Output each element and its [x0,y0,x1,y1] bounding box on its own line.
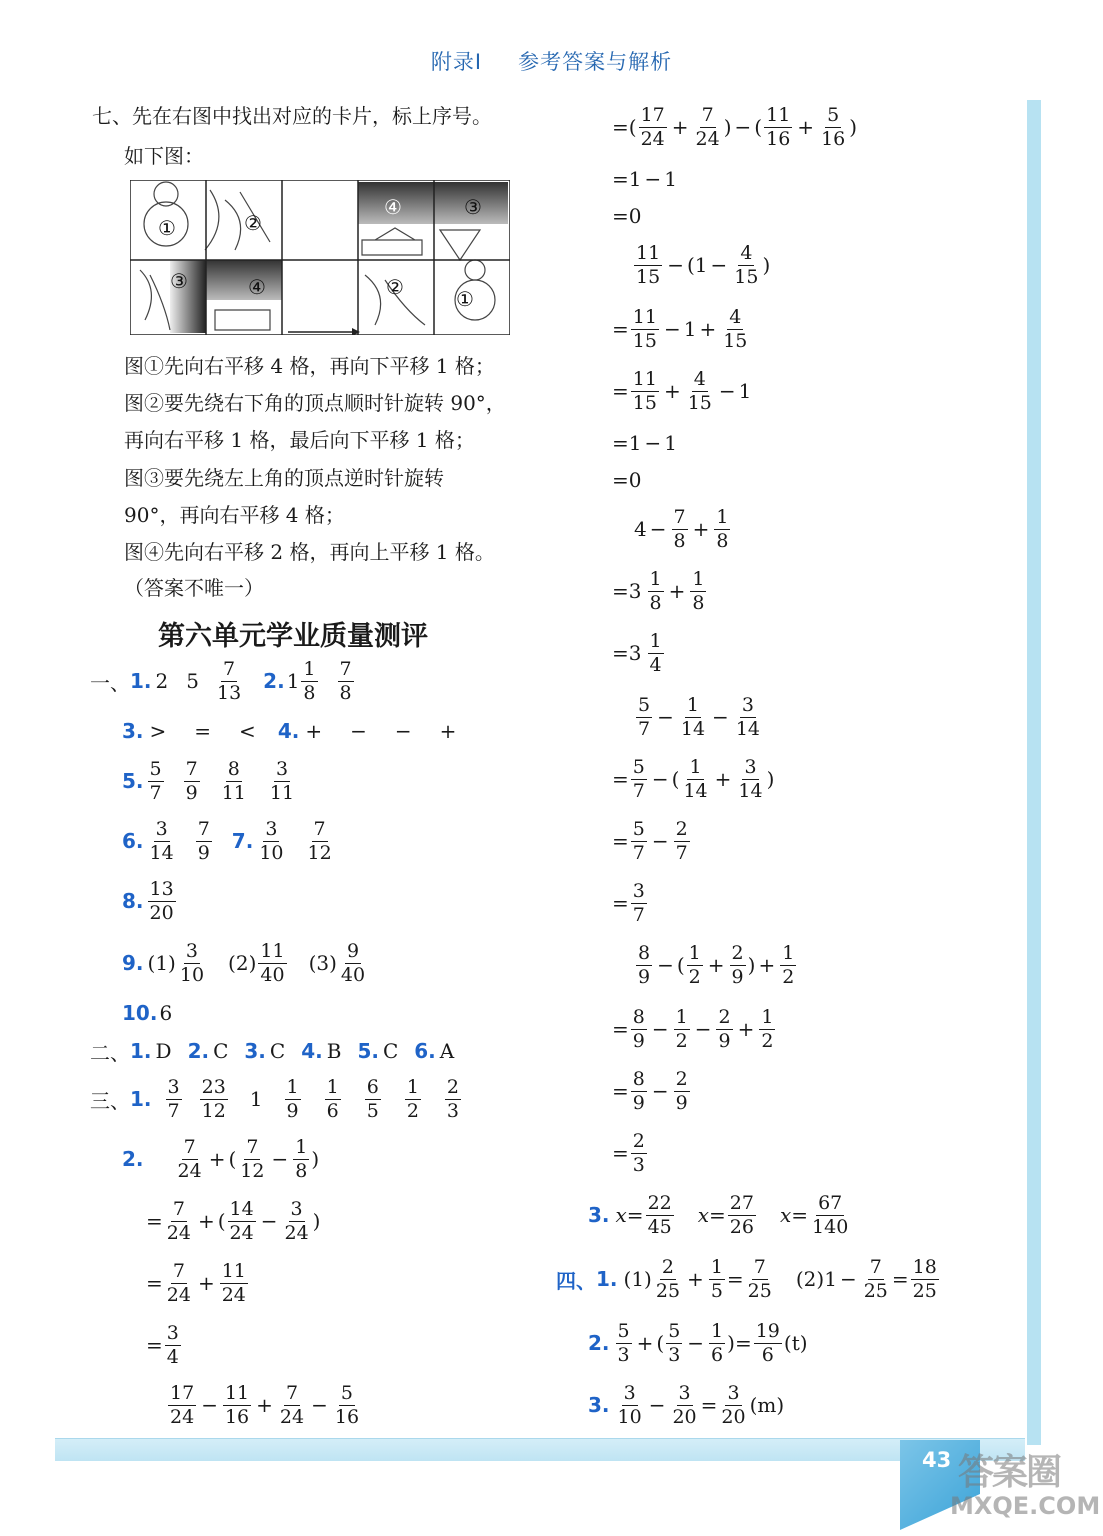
frac: $\frac{3}{14}$ [738,755,763,802]
op-minus: − [201,1393,218,1417]
op-plus: + [707,953,725,977]
op-minus: − [657,953,674,977]
frac: $\frac{1}{8}$ [692,567,705,614]
p1-row-3 [122,758,298,804]
p3-q2-l1 [122,1136,319,1182]
p3-q1-num: 1. [130,1087,152,1111]
op-plus: + [714,767,732,791]
right-decor-strip [1027,100,1041,1445]
var-x: x [779,1203,792,1227]
p1-row-4 [122,818,336,864]
p3-q1-v5: 1 6 [326,1075,339,1122]
p4-row-1 [556,1256,941,1302]
op-minus: − [694,1017,712,1041]
appendix-label: 附录Ⅰ [430,50,483,74]
frac: $\frac{4}{15}$ [734,241,759,288]
frac: $\frac{2}{9}$ [731,941,744,988]
frac: $\frac{8}{9}$ [632,1067,645,1114]
op-plus: + [256,1393,273,1417]
op-eq: = [709,1203,726,1227]
num: 0 [628,204,642,228]
op-minus: − [663,317,681,341]
paren: ( [656,1331,665,1355]
p2-q4-num: 4. [301,1039,323,1063]
p1-q7-num: 7. [231,829,254,853]
op-eq: = [612,1079,629,1103]
p3-q1-v4: 1 9 [286,1075,299,1122]
frac: $\frac{1}{2}$ [675,1005,688,1052]
frac: 1 14 [683,755,708,802]
p1-q4-b: − [350,719,367,743]
r-l6 [612,368,751,414]
grid-label-1a: ① [158,216,176,240]
frac: $\frac{7}{24}$ [279,1381,305,1428]
q7-line-5: 90°，再向右平移 4 格； [124,503,345,527]
r-l14 [612,818,692,864]
paren: ) [723,115,732,139]
frac: $\frac{7}{24}$ [166,1197,191,1244]
paren: ( [217,1209,226,1233]
p1-q9-l2: (2) [228,951,257,975]
frac: $\frac{5}{16}$ [821,103,846,150]
frac: $\frac{11}{24}$ [221,1259,246,1306]
paren: ) [727,1331,735,1355]
p3-q2-l4 [146,1322,183,1368]
p2-q1-num: 1. [130,1039,152,1063]
op-eq: = [612,767,629,791]
q7-question [92,104,492,128]
frac: $\frac{11}{16}$ [224,1381,250,1428]
r-l18 [612,1068,692,1114]
frac: $\frac{7}{25}$ [863,1255,888,1302]
paren: ) [762,253,771,277]
paren: ) [766,767,775,791]
p2-q2-num: 2. [187,1039,210,1063]
p1-q1-frac: 7 13 [216,657,242,704]
frac: $\frac{1}{5}$ [710,1255,723,1302]
op-eq: = [891,1267,909,1291]
op-eq: = [612,829,629,853]
p1-q3-num: 3. [122,719,144,743]
unit: (t) [783,1331,808,1355]
op-plus: + [687,1267,704,1291]
frac: $\frac{3}{24}$ [284,1197,309,1244]
frac: $\frac{11}{15}$ [632,305,657,352]
paren: ) [747,953,756,977]
grid-label-2a: ② [244,211,262,235]
frac: $\frac{1}{6}$ [711,1319,724,1366]
r-l7 [612,430,677,456]
num: 4 [634,517,647,541]
p3-q1-v2: 23 12 [201,1075,226,1122]
p1-label: 一、 [90,670,130,695]
r-l11 [612,630,666,676]
p2-q6-ans: A [439,1039,455,1063]
p1-row-6 [122,940,369,986]
frac: $\frac{1}{8}$ [295,1135,308,1182]
op-eq: = [612,167,629,191]
p1-row-5 [122,878,178,924]
watermark-text: 答案圈 [958,1452,1061,1493]
frac: $\frac{2}{9}$ [675,1067,688,1114]
p1-q6-f1: 3 14 [149,817,174,864]
op-plus: + [699,317,717,341]
frac: $\frac{4}{15}$ [723,305,748,352]
num: 1 [664,431,677,455]
op-plus: + [671,115,689,139]
grid-label-4b: ④ [248,275,266,299]
p1-q8-num: 8. [122,889,144,913]
frac: $\frac{2}{9}$ [718,1005,731,1052]
p1-q4-d: + [439,719,457,743]
p1-q9-num: 9. [122,951,144,975]
p1-q4-num: 4. [277,719,300,743]
translation-grid-figure [130,180,510,335]
r-l12 [634,694,764,740]
p1-q9-f3: 9 40 [340,939,366,986]
p1-q2-frac2: 7 8 [339,657,352,704]
paren: ) [849,115,858,139]
p1-q9-f1: 3 10 [179,939,205,986]
op-minus: − [657,705,674,729]
op-eq: = [612,204,629,228]
r-l16 [634,942,798,988]
frac: 17 24 [170,1381,195,1428]
p1-row-1 [90,658,356,704]
q7-line-3: 再向右平移 1 格，最后向下平移 1 格； [124,428,475,452]
frac: $\frac{7}{24}$ [695,103,720,150]
frac: 5 3 [668,1319,681,1366]
p3-q3-a2: $\frac{27}{26}$ [729,1191,754,1238]
op-plus: + [692,517,710,541]
paren: ) [311,1147,320,1171]
p1-q1-num: 1. [130,669,152,693]
p2-label: 二、 [90,1040,130,1065]
p4-q3-num: 3. [588,1393,610,1417]
frac: $\frac{1}{8}$ [716,505,729,552]
p1-row-2 [122,718,456,744]
op-minus: − [271,1147,289,1171]
op-eq: = [146,1209,163,1233]
p2-q1-ans: D [155,1039,172,1063]
q7-line-7: （答案不唯一） [124,576,264,600]
op-minus: − [839,1267,857,1291]
op-eq: = [791,1203,809,1227]
p1-q7-f2: 7 12 [307,817,332,864]
op-minus: − [687,1331,705,1355]
op-minus: − [651,1017,669,1041]
p1-q5-f3: 8 11 [221,757,246,804]
p3-q1-v6: 6 5 [366,1075,379,1122]
frac: 11 15 [636,241,661,288]
op-minus: − [644,167,662,191]
op-minus: − [718,379,736,403]
p3-q1-v3: 1 [249,1087,263,1111]
frac: $\frac{2}{7}$ [675,817,688,864]
frac: $\frac{3}{4}$ [166,1321,179,1368]
q7-line-2: 图②要先绕右下角的顶点顺时针旋转 90°， [124,391,506,415]
var-x: x [697,1203,710,1227]
watermark-url: MXQE.COM [950,1492,1101,1520]
q7-line-1: 图①先向右平移 4 格，再向下平移 1 格； [124,354,495,378]
p1-q5-num: 5. [122,769,144,793]
frac: $\frac{7}{8}$ [673,505,686,552]
p3-q1-v1: 3 7 [167,1075,180,1122]
p4-q1-part2: (2) [795,1267,825,1291]
paren: ( [228,1147,237,1171]
op-eq: = [612,579,629,603]
op-eq: = [612,379,629,403]
r-l15 [612,880,649,926]
p1-q4-c: − [394,719,412,743]
frac: 11 16 [766,103,791,150]
r-l13 [612,756,774,802]
frac: $\frac{5}{7}$ [632,755,645,802]
op-minus: − [651,829,669,853]
p3-q3-a1: $\frac{22}{45}$ [647,1191,672,1238]
op-minus: − [710,253,728,277]
q7-text: 先在右图中找出对应的卡片，标上序号。 [132,104,492,128]
p2-q2-ans: C [213,1039,229,1063]
p1-q2-whole: 1 [286,669,300,693]
frac: $\frac{1}{2}$ [782,941,795,988]
watermark-logo [950,1440,1100,1530]
p1-q9-f2: 11 40 [260,939,285,986]
section-title: 第六单元学业质量测评 [158,621,428,652]
p1-q7-f1: 3 10 [259,817,284,864]
p1-q9-l3: (3) [308,951,337,975]
r-l3 [612,203,642,229]
p1-q8-frac: 13 20 [149,877,174,924]
op-eq: = [146,1271,163,1295]
bottom-decor-strip [55,1438,1025,1461]
frac: 2 25 [655,1255,681,1302]
paren: ) [312,1209,321,1233]
num: 1 [694,253,708,277]
r-l2 [612,166,677,192]
frac: $\frac{3}{20}$ [721,1381,746,1428]
frac: $\frac{3}{7}$ [632,879,645,926]
p1-q4-a: + [305,719,323,743]
op-minus: − [648,1393,666,1417]
p3-q2-num: 2. [122,1147,144,1171]
num: 1 [664,167,677,191]
op-minus: − [734,115,752,139]
op-plus: + [668,579,686,603]
frac: $\frac{19}{6}$ [755,1319,780,1366]
q7-sub: 如下图： [124,144,204,168]
r-l1 [612,104,857,150]
p4-row-2 [588,1320,808,1366]
p2-q5-ans: C [382,1039,399,1063]
paren: ( [754,115,763,139]
frac: 5 3 [617,1319,630,1366]
frac: 7 12 [240,1135,265,1182]
num: 1 [628,431,642,455]
op-eq: = [612,431,629,455]
frac: 8 9 [638,941,651,988]
p3-q3-row [588,1192,852,1238]
op-eq: = [726,1267,744,1291]
op-plus: + [197,1271,215,1295]
page-header [0,46,1103,76]
r-l4 [632,242,770,288]
p1-q3-a: > [149,719,167,743]
frac: $\frac{3}{14}$ [735,693,760,740]
op-plus: + [737,1017,755,1041]
r-l10 [612,568,708,614]
op-minus: − [712,705,729,729]
num: 1 [824,1267,837,1291]
unit: (m) [749,1393,785,1417]
p3-q1-v7: 1 2 [406,1075,419,1122]
p3-row-1 [90,1076,463,1122]
frac: 1 2 [688,941,701,988]
num: 3 [628,641,642,665]
frac: $\frac{18}{25}$ [912,1255,937,1302]
page-number: 43 [922,1448,952,1472]
r-l8 [612,467,642,493]
op-plus: + [797,115,815,139]
grid-label-3b: ③ [170,269,188,293]
p3-q2-l2 [146,1198,320,1244]
op-plus: + [208,1147,226,1171]
num: 1 [683,317,697,341]
frac: $\frac{5}{16}$ [334,1381,360,1428]
p4-q1-part1: (1) [623,1267,652,1291]
frac: $\frac{7}{25}$ [747,1255,772,1302]
paren: ( [686,253,695,277]
op-eq: = [734,1331,752,1355]
frac: $\frac{2}{3}$ [632,1129,645,1176]
op-eq: = [612,1017,629,1041]
p2-q3-ans: C [269,1039,286,1063]
q7-line-6: 图④先向右平移 2 格，再向上平移 1 格。 [124,540,495,564]
frac: $\frac{8}{9}$ [632,1005,645,1052]
header-title: 参考答案与解析 [518,50,673,74]
p1-q3-b: = [194,719,212,743]
r-l17 [612,1006,777,1052]
op-plus: + [197,1209,215,1233]
op-minus: − [651,1079,669,1103]
op-eq: = [626,1203,644,1227]
p1-q10-num: 10. [122,1001,158,1025]
op-minus: − [651,767,669,791]
op-eq: = [612,468,629,492]
p1-q2-frac1: 1 8 [303,657,316,704]
frac: 14 24 [229,1197,254,1244]
grid-label-3a: ③ [464,195,482,219]
grid-label-2b: ② [386,275,404,299]
frac: $\frac{1}{2}$ [761,1005,774,1052]
op-eq: = [612,115,629,139]
op-minus: − [260,1209,278,1233]
frac: 7 24 [177,1135,202,1182]
p4-label: 四、 [556,1268,596,1293]
p3-q1-v8: 2 3 [446,1075,459,1122]
op-eq: = [612,317,629,341]
grid-label-1b: ① [456,287,474,311]
frac: $\frac{3}{20}$ [672,1381,697,1428]
frac: 1 8 [649,567,662,614]
q7-label: 七、 [92,104,132,128]
q7-line-4: 图③要先绕左上角的顶点逆时针旋转 [124,466,444,490]
p1-row-7 [122,1000,172,1026]
p4-row-3 [588,1382,784,1428]
grid-label-4a: ④ [384,195,402,219]
p3-label: 三、 [90,1088,130,1113]
p3-q2-l3 [146,1260,250,1306]
p1-q2-num: 2. [263,669,285,693]
r-l5 [612,306,751,352]
frac: 3 10 [617,1381,642,1428]
num: 1 [738,379,752,403]
p1-q3-c: < [239,719,256,743]
p1-q6-f2: 7 9 [197,817,210,864]
p1-q9-l1: (1) [147,951,176,975]
paren: ( [671,767,680,791]
op-minus: − [311,1393,328,1417]
op-eq: = [146,1333,163,1357]
frac: $\frac{11}{15}$ [632,367,657,414]
p2-row [90,1038,454,1064]
paren: ( [676,953,685,977]
p1-q5-f4: 3 11 [269,757,295,804]
p1-q10-value: 6 [159,1001,173,1025]
p1-q1-b: 5 [186,669,199,693]
op-minus: − [649,517,667,541]
p3-q3-a3: $\frac{67}{140}$ [812,1191,849,1238]
p1-q1-a: 2 [155,669,169,693]
r-l9 [634,506,732,552]
var-x: x [615,1203,627,1227]
op-eq: = [612,1141,629,1165]
op-eq: = [612,641,629,665]
p4-q1-num: 1. [596,1267,618,1291]
p2-q6-num: 6. [414,1039,436,1063]
p1-q6-num: 6. [122,829,144,853]
r-l19 [612,1130,649,1176]
frac: $\frac{5}{7}$ [632,817,645,864]
frac: $\frac{1}{14}$ [680,693,706,740]
p3-q2-l5 [166,1382,363,1428]
num: 1 [628,167,642,191]
op-plus: + [758,953,776,977]
frac: 5 7 [638,693,651,740]
p2-q4-ans: B [326,1039,342,1063]
p1-q5-f1: 5 7 [149,757,162,804]
p2-q3-num: 3. [244,1039,266,1063]
frac: 1 4 [649,629,662,676]
p3-q3-num: 3. [588,1203,610,1227]
num: 0 [628,468,642,492]
p2-q5-num: 5. [357,1039,379,1063]
op-plus: + [636,1331,654,1355]
op-minus: − [644,431,662,455]
frac: $\frac{7}{24}$ [166,1259,191,1306]
op-eq: = [700,1393,718,1417]
frac: $\frac{4}{15}$ [687,367,712,414]
op-plus: + [663,379,681,403]
p4-q2-num: 2. [588,1331,610,1355]
paren: ( [628,115,637,139]
op-eq: = [612,891,629,915]
frac: 17 24 [640,103,665,150]
num: 3 [628,579,642,603]
p1-q5-f2: 7 9 [185,757,198,804]
op-minus: − [667,253,684,277]
